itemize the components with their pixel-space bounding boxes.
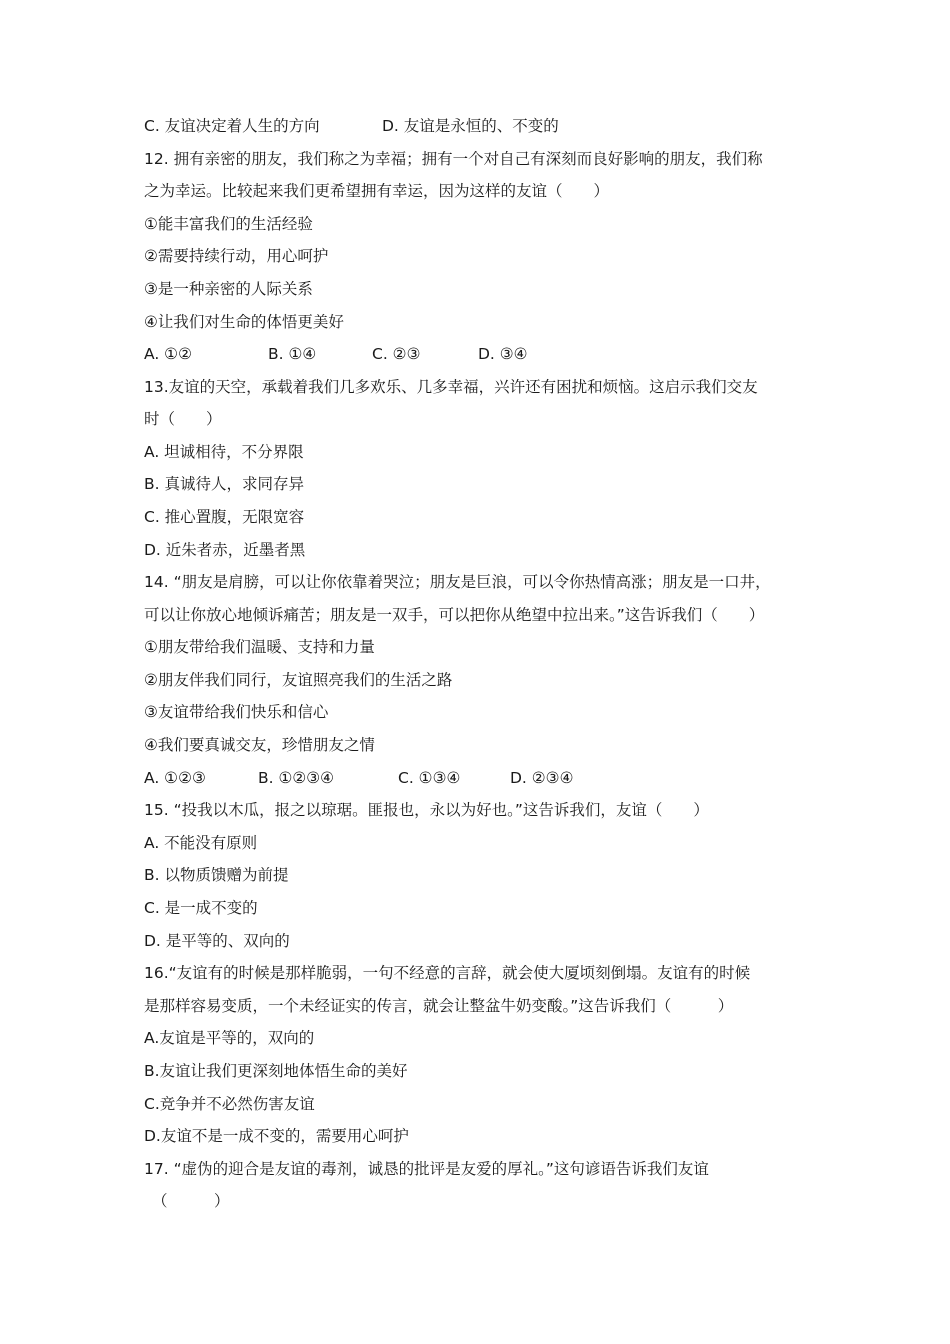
q14-statement-2: ②朋友伴我们同行，友谊照亮我们的生活之路 — [144, 671, 453, 689]
q16-option-a: A.友谊是平等的，双向的 — [144, 1029, 315, 1047]
q15-option-c: C. 是一成不变的 — [144, 899, 258, 917]
q17-stem-line-2: （ ） — [152, 1192, 230, 1210]
q14-statement-1: ①朋友带给我们温暖、支持和力量 — [144, 638, 375, 656]
q16-stem-line-2: 是那样容易变质，一个未经证实的传言，就会让整盆牛奶变酸。”这告诉我们（ ） — [144, 997, 734, 1015]
q11-option-c: C. 友谊决定着人生的方向 — [144, 117, 320, 135]
q13-stem-line-1: 13.友谊的天空，承载着我们几多欢乐、几多幸福，兴许还有困扰和烦恼。这启示我们交友 — [144, 378, 758, 396]
q12-option-b: B. ①④ — [268, 345, 317, 363]
q12-option-c: C. ②③ — [372, 345, 421, 363]
q14-option-b: B. ①②③④ — [258, 769, 335, 787]
q12-statement-3: ③是一种亲密的人际关系 — [144, 280, 313, 298]
q14-statement-3: ③友谊带给我们快乐和信心 — [144, 703, 329, 721]
q15-option-d: D. 是平等的、双向的 — [144, 932, 290, 950]
q14-option-d: D. ②③④ — [510, 769, 574, 787]
q12-stem-line-1: 12. 拥有亲密的朋友，我们称之为幸福；拥有一个对自己有深刻而良好影响的朋友，我们称 — [144, 150, 763, 168]
q12-statement-1: ①能丰富我们的生活经验 — [144, 215, 313, 233]
q12-statement-2: ②需要持续行动，用心呵护 — [144, 247, 329, 265]
q13-option-b: B. 真诚待人，求同存异 — [144, 475, 304, 493]
q12-statement-4: ④让我们对生命的体悟更美好 — [144, 313, 344, 331]
q12-stem-line-2: 之为幸运。比较起来我们更希望拥有幸运，因为这样的友谊（ ） — [144, 182, 610, 200]
q14-stem-line-1: 14. “朋友是肩膀，可以让你依靠着哭泣；朋友是巨浪，可以令你热情高涨；朋友是一口井， — [144, 573, 771, 591]
q11-option-d: D. 友谊是永恒的、不变的 — [382, 117, 559, 135]
q13-option-d: D. 近朱者赤，近墨者黑 — [144, 541, 306, 559]
q16-option-c: C.竞争并不必然伤害友谊 — [144, 1095, 315, 1113]
q12-options — [144, 344, 528, 364]
q14-option-c: C. ①③④ — [398, 769, 461, 787]
q16-option-b: B.友谊让我们更深刻地体悟生命的美好 — [144, 1062, 408, 1080]
q11-options — [144, 116, 559, 136]
q15-option-b: B. 以物质馈赠为前提 — [144, 866, 289, 884]
q13-option-a: A. 坦诚相待，不分界限 — [144, 443, 304, 461]
q15-option-a: A. 不能没有原则 — [144, 834, 258, 852]
q16-stem-line-1: 16.“友谊有的时候是那样脆弱，一句不经意的言辞，就会使大厦顷刻倒塌。友谊有的时候 — [144, 964, 751, 982]
q14-statement-4: ④我们要真诚交友，珍惜朋友之情 — [144, 736, 375, 754]
q14-stem-line-2: 可以让你放心地倾诉痛苦；朋友是一双手，可以把你从绝望中拉出来。”这告诉我们（ ） — [144, 606, 765, 624]
q15-stem-line-1: 15. “投我以木瓜，报之以琼琚。匪报也，永以为好也。”这告诉我们，友谊（ ） — [144, 801, 709, 819]
q13-option-c: C. 推心置腹，无限宽容 — [144, 508, 305, 526]
q17-stem-line-1: 17. “虚伪的迎合是友谊的毒剂，诚恳的批评是友爱的厚礼。”这句谚语告诉我们友谊 — [144, 1160, 709, 1178]
q12-option-a: A. ①② — [144, 345, 192, 363]
q13-stem-line-2: 时（ ） — [144, 410, 222, 428]
q16-option-d: D.友谊不是一成不变的，需要用心呵护 — [144, 1127, 409, 1145]
q14-option-a: A. ①②③ — [144, 769, 206, 787]
q12-option-d: D. ③④ — [478, 345, 528, 363]
q14-options — [144, 768, 573, 788]
